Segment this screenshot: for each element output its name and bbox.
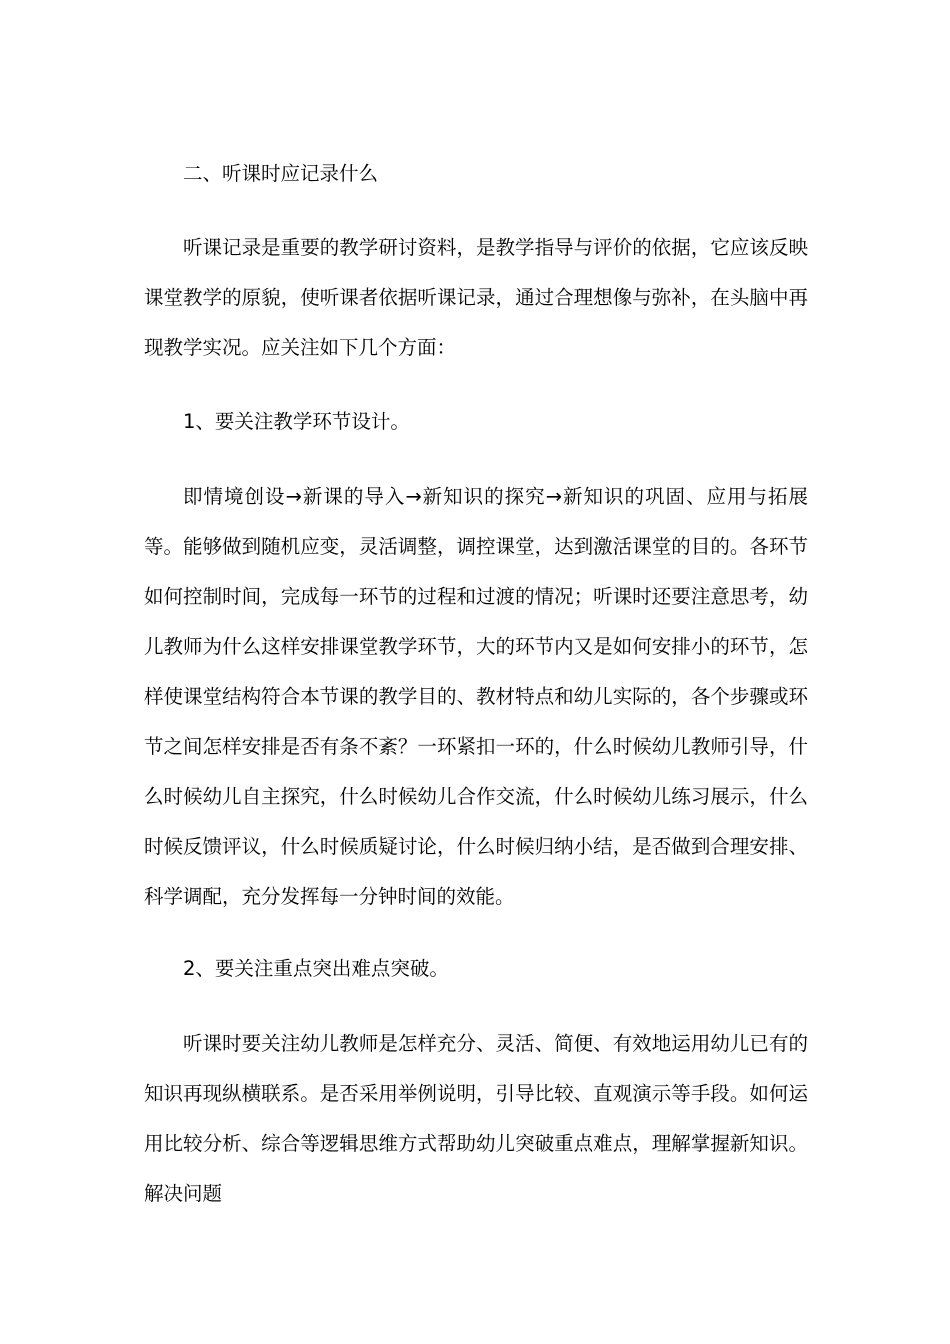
paragraph-key-points: 听课时要关注幼儿教师是怎样充分、灵活、简便、有效地运用幼儿已有的知识再现纵横联系。是否采用举例说明，引导比较、直观演示等手段。如何运用比较分析、综合等逻辑思维方式帮助幼儿突破重点难点，理解掌握新知识。解决问题 [144,1032,808,1205]
section-heading: 二、听课时应记录什么 [183,162,379,185]
paragraph-teaching-steps: 即情境创设→新课的导入→新知识的探究→新知识的巩固、应用与拓展等。能够做到随机应变，灵活调整，调控课堂，达到激活课堂的目的。各环节如何控制时间，完成每一环节的过程和过渡的情况；听课时还要注意思考，幼儿教师为什么这样安排课堂教学环节，大的环节内又是如何安排小的环节，怎样使课堂结构符合本节课的教学目的、教材特点和幼儿实际的，各个步骤或环节之间怎样安排是否有条不紊？一环紧扣一环的，什么时候幼儿教师引导，什么时候幼儿自主探究，什么时候幼儿合作交流，什么时候幼儿练习展示，什么时候反馈评议，什么时候质疑讨论，什么时候归纳小结，是否做到合理安排、科学调配，充分发挥每一分钟时间的效能。 [144,485,808,908]
item-2-heading: 2、要关注重点突出难点突破。 [183,957,449,980]
item-1-heading: 1、要关注教学环节设计。 [183,410,410,433]
paragraph-intro: 听课记录是重要的教学研讨资料，是教学指导与评价的依据，它应该反映课堂教学的原貌，使听课者依据听课记录，通过合理想像与弥补，在头脑中再现教学实况。应关注如下几个方面： [144,236,808,359]
